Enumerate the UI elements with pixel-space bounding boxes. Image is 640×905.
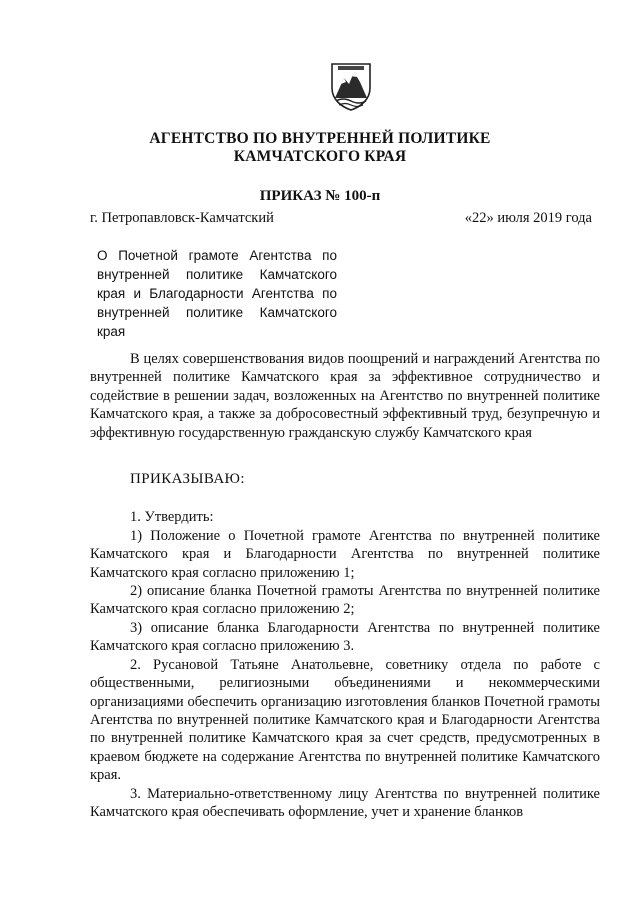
order-body [90,350,600,821]
agency-name-line-1: АГЕНТСТВО ПО ВНУТРЕННЕЙ ПОЛИТИКЕ [149,130,491,147]
order-date: «22» июля 2019 года [464,210,592,226]
city-label: г. Петропавловск-Камчатский [90,210,274,226]
item-3: 3. Материально-ответственному лицу Агентства по внутренней политике Камчатского края обеспечивать оформление, учет и хранение бланков [90,785,600,820]
preamble-paragraph: В целях совершенствования видов поощрений и награждений Агентства по внутренней политике Камчатского края за эффективное сотрудничество и содействие в решении задач, возложенных на Агентство по внутренней политике Камчатского края, а также за добросовестный эффективный труд, безупречную и эффективную государственную гражданскую службу Камчатского края [90,351,600,441]
coat-of-arms-icon [328,58,374,112]
agency-name-line-2: КАМЧАТСКОГО КРАЯ [233,148,407,165]
item-2: 2. Русановой Татьяне Анатольевне, советнику отдела по работе с общественными, религиозными объединениями и некоммерческими организациями обеспечить организацию изготовления бланков Почетной грамоты Агентства по внутренней политике Камчатского края и Благодарности Агентства по внутренней политике Камчатского края за счет средств, предусмотренных в краевом бюджете на содержание Агентства по внутренней политике Камчатского края. [90,656,600,784]
order-subject: О Почетной грамоте Агентства по внутренней политике Камчатского края и Благодарности Агентства по внутренней политике Камчатского края [97,248,337,339]
item-1: 1. Утвердить: [130,509,214,526]
item-1-1: 1) Положение о Почетной грамоте Агентства по внутренней политике Камчатского края и Благодарности Агентства по внутренней политике Камчатского края согласно приложению 1; [90,527,600,581]
item-1-3: 3) описание бланка Благодарности Агентства по внутренней политике Камчатского края согласно приложению 3. [90,619,600,655]
order-title: ПРИКАЗ № 100-п [259,188,381,204]
item-1-2: 2) описание бланка Почетной грамоты Агентства по внутренней политике Камчатского края согласно приложению 2; [90,583,600,618]
directive-heading: ПРИКАЗЫВАЮ: [130,471,245,488]
